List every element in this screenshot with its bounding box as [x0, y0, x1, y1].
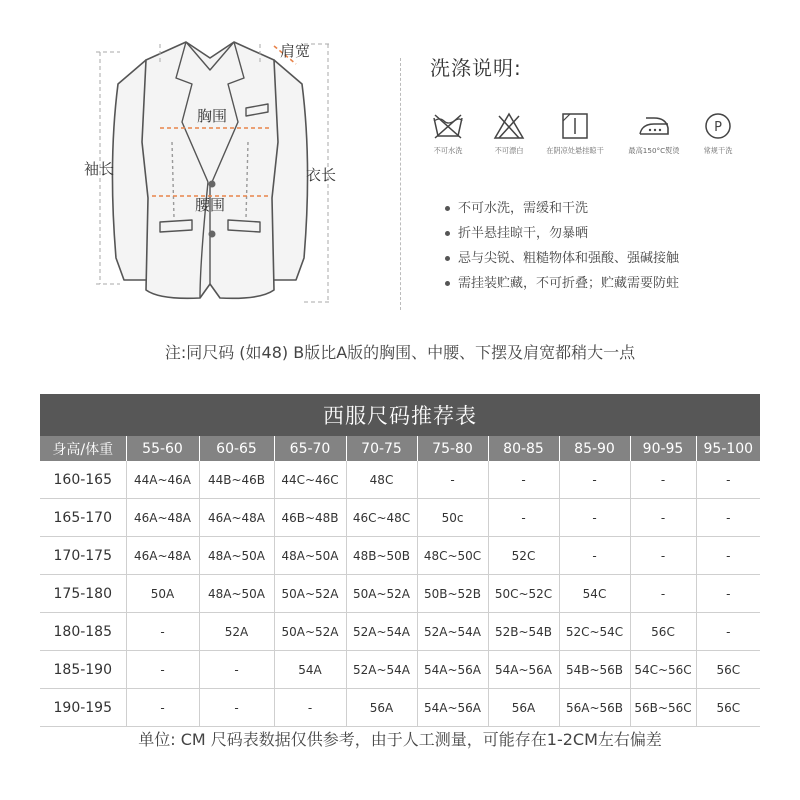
- size-cell: -: [696, 613, 760, 651]
- iron-150-icon: [636, 112, 672, 140]
- size-cell: 52A~54A: [417, 613, 488, 651]
- size-cell: 50B~52B: [417, 575, 488, 613]
- size-cell: -: [274, 689, 346, 727]
- size-cell: -: [199, 689, 274, 727]
- row-height-range: 180-185: [40, 613, 126, 651]
- size-cell: 54A: [274, 651, 346, 689]
- size-cell: 52C~54C: [559, 613, 630, 651]
- header-cell: 85-90: [559, 436, 630, 461]
- size-cell: 56C: [630, 613, 696, 651]
- size-cell: 56A~56B: [559, 689, 630, 727]
- size-cell: 48A~50A: [199, 537, 274, 575]
- size-cell: 44C~46C: [274, 461, 346, 499]
- size-cell: -: [126, 613, 199, 651]
- shade-hang-dry-icon: [561, 112, 589, 140]
- size-note: 注:同尺码 (如48) B版比A版的胸围、中腰、下摆及肩宽都稍大一点: [164, 343, 636, 362]
- header-cell: 95-100: [696, 436, 760, 461]
- wash-bullet: 忌与尖锐、粗糙物体和强酸、强碱接触: [445, 246, 679, 271]
- section-divider: [400, 58, 401, 310]
- table-row: [40, 461, 760, 499]
- row-height-range: 160-165: [40, 461, 126, 499]
- table-row: [40, 651, 760, 689]
- header-cell: 80-85: [488, 436, 559, 461]
- size-cell: 52A: [199, 613, 274, 651]
- size-cell: 54A~56A: [417, 689, 488, 727]
- wash-icon-caption: 不可漂白: [494, 146, 524, 155]
- header-cell: 60-65: [199, 436, 274, 461]
- sleeve-label: 袖长: [84, 160, 115, 178]
- size-cell: -: [696, 575, 760, 613]
- size-cell: 46B~48B: [274, 499, 346, 537]
- size-cell: 56A: [346, 689, 417, 727]
- wash-icon-item: [678, 112, 758, 157]
- size-cell: 46A~48A: [199, 499, 274, 537]
- size-cell: 56C: [696, 651, 760, 689]
- size-cell: 52C: [488, 537, 559, 575]
- size-cell: 50A~52A: [346, 575, 417, 613]
- size-table: [40, 394, 760, 750]
- dry-clean-p-icon: [704, 112, 732, 140]
- size-cell: 52B~54B: [488, 613, 559, 651]
- wash-bullet: 折半悬挂晾干，勿暴晒: [445, 221, 679, 246]
- size-cell: 56B~56C: [630, 689, 696, 727]
- size-cell: 54A~56A: [488, 651, 559, 689]
- size-cell: -: [630, 575, 696, 613]
- size-cell: 46A~48A: [126, 499, 199, 537]
- wash-icon-caption: 最高150°C熨烫: [628, 146, 680, 155]
- no-bleach-icon: [493, 112, 525, 140]
- jacket-diagram: [60, 22, 360, 322]
- size-cell: 50c: [417, 499, 488, 537]
- size-cell: 48C: [346, 461, 417, 499]
- table-header-row: [40, 436, 760, 461]
- size-cell: 48A~50A: [199, 575, 274, 613]
- header-cell: 70-75: [346, 436, 417, 461]
- size-cell: -: [559, 537, 630, 575]
- row-height-range: 165-170: [40, 499, 126, 537]
- header-cell: 身高/体重: [40, 436, 126, 461]
- table-row: [40, 499, 760, 537]
- size-cell: -: [630, 499, 696, 537]
- size-cell: 54C: [559, 575, 630, 613]
- size-cell: -: [630, 537, 696, 575]
- row-height-range: 175-180: [40, 575, 126, 613]
- size-cell: -: [488, 461, 559, 499]
- size-cell: -: [417, 461, 488, 499]
- size-cell: -: [199, 651, 274, 689]
- waist-label: 腰围: [195, 196, 226, 214]
- wash-icon-caption: 不可水洗: [433, 146, 463, 155]
- size-cell: -: [696, 537, 760, 575]
- size-cell: -: [630, 461, 696, 499]
- wash-icon-item: [535, 112, 615, 157]
- wash-icon-caption: 常规干洗: [703, 146, 733, 155]
- table-row: [40, 575, 760, 613]
- size-cell: 46A~48A: [126, 537, 199, 575]
- size-cell: 50A~52A: [274, 575, 346, 613]
- row-height-range: 185-190: [40, 651, 126, 689]
- header-cell: 90-95: [630, 436, 696, 461]
- size-cell: -: [696, 461, 760, 499]
- size-cell: 48B~50B: [346, 537, 417, 575]
- size-cell: 50A: [126, 575, 199, 613]
- wash-bullet-list: [445, 196, 679, 296]
- svg-text:P: P: [714, 120, 722, 135]
- row-height-range: 190-195: [40, 689, 126, 727]
- size-cell: -: [126, 651, 199, 689]
- wash-icon-caption: 在阴凉处悬挂晾干: [546, 146, 604, 155]
- size-cell: -: [126, 689, 199, 727]
- size-cell: 50A~52A: [274, 613, 346, 651]
- no-wash-icon: [432, 112, 464, 140]
- size-cell: 52A~54A: [346, 651, 417, 689]
- header-cell: 75-80: [417, 436, 488, 461]
- size-cell: 48C~50C: [417, 537, 488, 575]
- size-cell: 50C~52C: [488, 575, 559, 613]
- wash-title: 洗涤说明:: [430, 56, 522, 80]
- size-cell: 56C: [696, 689, 760, 727]
- table-row: [40, 537, 760, 575]
- wash-bullet: 不可水洗，需缓和干洗: [445, 196, 679, 221]
- size-cell: 44A~46A: [126, 461, 199, 499]
- size-cell: 46C~48C: [346, 499, 417, 537]
- size-cell: 48A~50A: [274, 537, 346, 575]
- size-cell: 54B~56B: [559, 651, 630, 689]
- size-cell: 54A~56A: [417, 651, 488, 689]
- size-cell: 44B~46B: [199, 461, 274, 499]
- table-title: 西服尺码推荐表: [40, 394, 760, 436]
- size-cell: -: [559, 461, 630, 499]
- shoulder-label: 肩宽: [280, 42, 311, 60]
- header-cell: 55-60: [126, 436, 199, 461]
- chest-label: 胸围: [197, 107, 228, 125]
- length-label: 衣长: [306, 166, 337, 184]
- size-cell: 54C~56C: [630, 651, 696, 689]
- size-cell: -: [559, 499, 630, 537]
- size-cell: 56A: [488, 689, 559, 727]
- table-footer-note: 单位: CM 尺码表数据仅供参考，由于人工测量，可能存在1-2CM左右偏差: [138, 730, 662, 749]
- row-height-range: 170-175: [40, 537, 126, 575]
- wash-bullet: 需挂装贮藏，不可折叠；贮藏需要防蛀: [445, 271, 679, 296]
- table-row: [40, 613, 760, 651]
- size-cell: -: [488, 499, 559, 537]
- table-body: [40, 461, 760, 727]
- table-row: [40, 689, 760, 727]
- header-cell: 65-70: [274, 436, 346, 461]
- size-cell: 52A~54A: [346, 613, 417, 651]
- size-cell: -: [696, 499, 760, 537]
